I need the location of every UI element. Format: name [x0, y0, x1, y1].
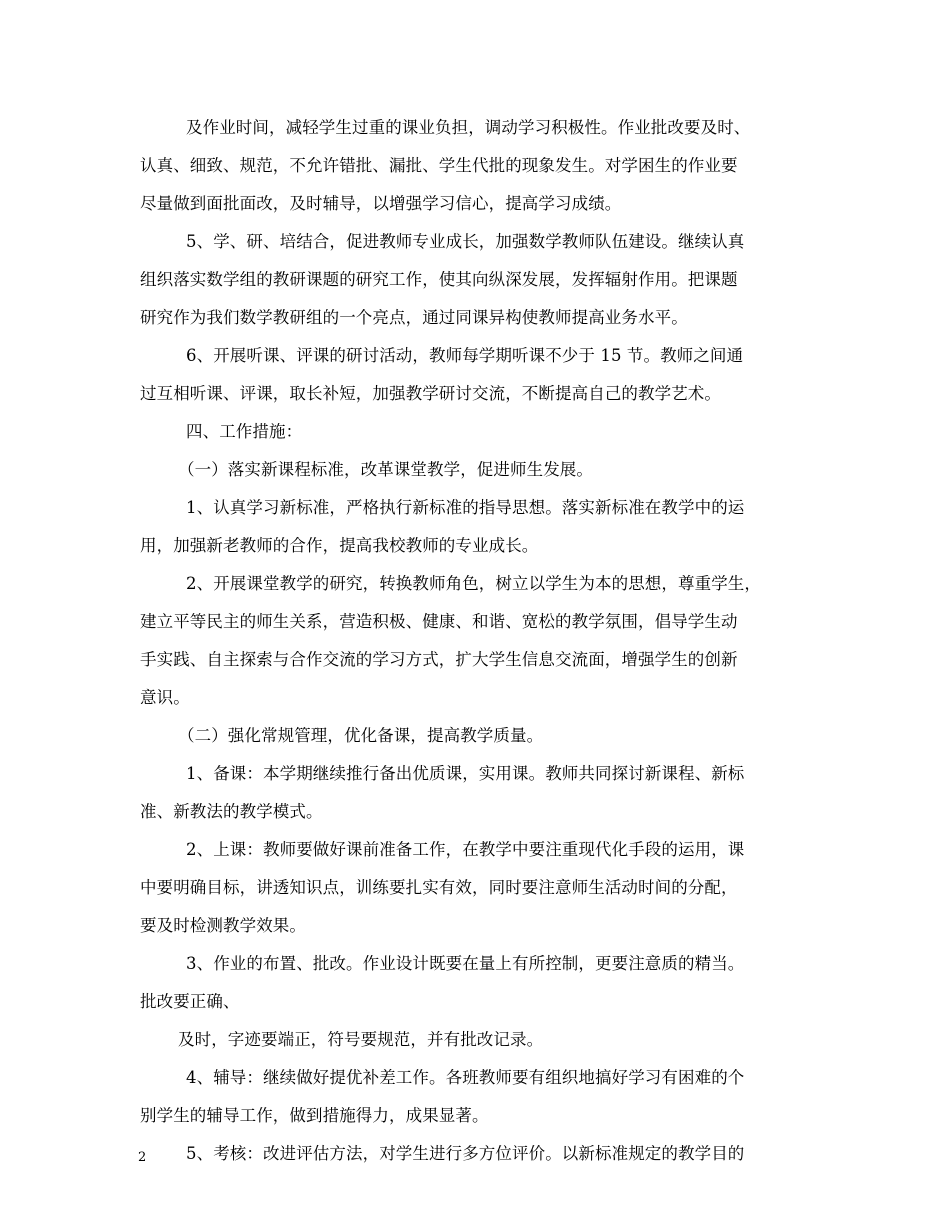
- body-text-line: 及作业时间，减轻学生过重的课业负担，调动学习积极性。作业批改要及时、: [186, 118, 751, 137]
- section-heading: 四、工作措施：: [186, 422, 303, 441]
- page-number: 2: [138, 1150, 147, 1165]
- body-text-line: 尽量做到面批面改，及时辅导，以增强学习信心，提高学习成绩。: [140, 194, 622, 213]
- body-text-line: 6、开展听课、评课的研讨活动，教师每学期听课不少于 15 节。教师之间通: [186, 346, 744, 365]
- body-text-line: 3、作业的布置、批改。作业设计既要在量上有所控制，更要注意质的精当。: [186, 954, 745, 973]
- body-text-line: 准、新教法的教学模式。: [140, 802, 323, 821]
- body-text-line: 过互相听课、评课，取长补短，加强教学研讨交流，不断提高自己的教学艺术。: [140, 384, 721, 403]
- body-text-line: 2、上课：教师要做好课前准备工作，在教学中要注重现代化手段的运用，课: [186, 840, 745, 859]
- body-text-line: 中要明确目标，讲透知识点，训练要扎实有效，同时要注意师生活动时间的分配，: [140, 878, 738, 897]
- body-text-line: 5、学、研、培结合，促进教师专业成长，加强数学教师队伍建设。继续认真: [186, 232, 745, 251]
- body-text-line: 1、认真学习新标准，严格执行新标准的指导思想。落实新标准在教学中的运: [186, 498, 745, 517]
- body-text-line: 5、考核：改进评估方法，对学生进行多方位评价。以新标准规定的教学目的: [186, 1144, 745, 1163]
- body-text-line: 1、备课：本学期继续推行备出优质课，实用课。教师共同探讨新课程、新标: [186, 764, 745, 783]
- body-text-line: 要及时检测教学效果。: [140, 916, 306, 935]
- body-text-line: 手实践、自主探索与合作交流的学习方式，扩大学生信息交流面，增强学生的创新: [140, 650, 738, 669]
- body-text-line: 研究作为我们数学教研组的一个亮点，通过同课异构使教师提高业务水平。: [140, 308, 688, 327]
- body-text-line: 批改要正确、: [140, 992, 240, 1011]
- body-text-line: 意识。: [140, 688, 190, 707]
- subsection-heading: （一）落实新课程标准，改革课堂教学，促进师生发展。: [178, 460, 593, 479]
- body-text-line: 认真、细致、规范，不允许错批、漏批、学生代批的现象发生。对学困生的作业要: [140, 156, 738, 175]
- body-text-line: 4、辅导：继续做好提优补差工作。各班教师要有组织地搞好学习有困难的个: [186, 1068, 745, 1087]
- body-text-line: 别学生的辅导工作，做到措施得力，成果显著。: [140, 1106, 489, 1125]
- body-text-line: 组织落实数学组的教研课题的研究工作，使其向纵深发展，发挥辐射作用。把课题: [140, 270, 738, 289]
- body-text-line: 2、开展课堂教学的研究，转换教师角色，树立以学生为本的思想，尊重学生，: [186, 574, 761, 593]
- body-text-line: 建立平等民主的师生关系，营造积极、健康、和谐、宽松的教学氛围，倡导学生动: [140, 612, 738, 631]
- subsection-heading: （二）强化常规管理，优化备课，提高教学质量。: [178, 726, 544, 745]
- body-text-line: 及时，字迹要端正，符号要规范，并有批改记录。: [178, 1030, 544, 1049]
- body-text-line: 用，加强新老教师的合作，提高我校教师的专业成长。: [140, 536, 539, 555]
